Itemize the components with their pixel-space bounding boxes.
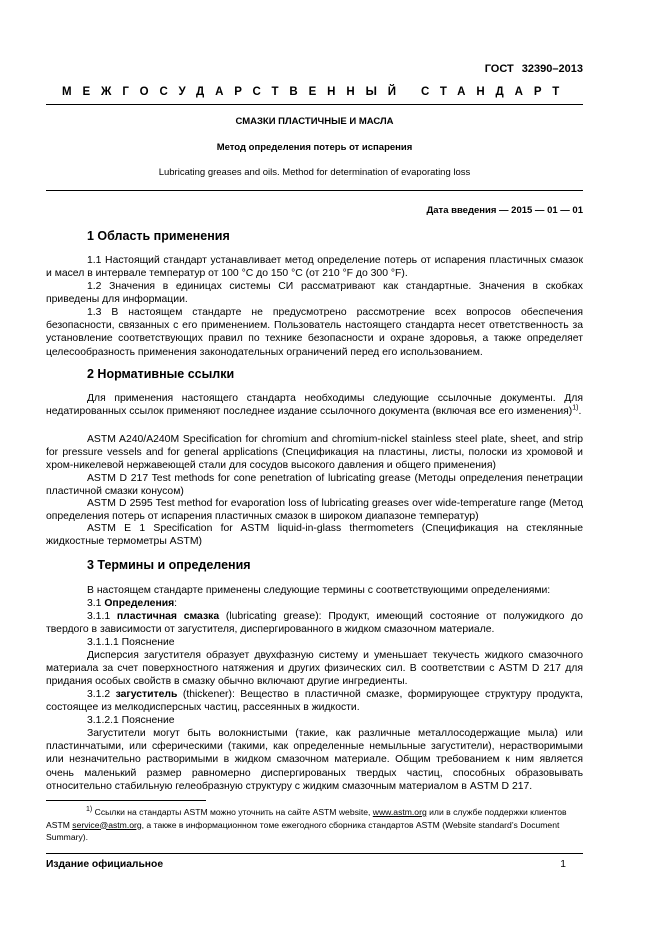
reference-astm-d217 <box>46 472 583 498</box>
reference-astm-e1 <box>46 522 583 548</box>
official-edition-label: Издание официальное <box>46 859 164 870</box>
astm-website-link[interactable]: www.astm.org <box>372 807 427 817</box>
paragraph-1-3-text: 1.3 В настоящем стандарте не предусмотрено рассмотрение всех вопросов обеспечения безопасности, связанных с его применением. Пользователь настоящего стандарта несет ответственность за установление соответствующих правил по технике безопасности и охране здоровья, а также определяет целесообразность применения законодательных ограничений перед его использованием. <box>46 307 583 358</box>
definitions-number: 3.1 <box>87 598 102 609</box>
paragraph-1-1 <box>46 254 583 280</box>
term-lubricating-grease <box>46 610 583 636</box>
section-1-heading: 1 Область применения <box>87 229 230 243</box>
note-2-label-text: 3.1.2.1 Пояснение <box>87 715 175 726</box>
footnote-marker[interactable]: 1) <box>572 404 579 412</box>
paragraph-1-3 <box>46 306 583 359</box>
interstate-standard-label: МЕЖГОСУДАРСТВЕННЫЙ СТАНДАРТ <box>62 86 571 98</box>
header-rule <box>46 104 583 105</box>
footnote-number: 1) <box>86 806 93 814</box>
paragraph-1-1-text: 1.1 Настоящий стандарт устанавливает метод определение потерь от испарения пластичных смазок и масел в интервале температур от 100 °С до 150 °С (от 210 °F до 300 °F). <box>46 255 583 280</box>
astm-service-email-link[interactable]: service@astm.org <box>72 819 142 830</box>
definitions-label: 3.1 Определения: <box>87 598 178 609</box>
terms-intro-text: В настоящем стандарте применены следующие термины с соответствующими определениями: <box>87 585 551 596</box>
note-1-text: Дисперсия загустителя образует двухфазную систему и уменьшает текучесть жидкого смазочного материала за счет поверхностного натяжения и других физических сил. В соответствии с ASTM D 217 для придания особых свойств в смазку обычно включают другие ингредиенты. <box>46 650 583 688</box>
note-1-label-text: 3.1.1.1 Пояснение <box>87 637 175 648</box>
title-rule <box>46 190 583 191</box>
term-1-number: 3.1.1 <box>87 611 111 622</box>
section-2-heading: 2 Нормативные ссылки <box>87 367 235 381</box>
note-1-label <box>46 636 583 649</box>
definitions-title: Определения <box>104 598 175 609</box>
note-2-text: Загустители могут быть волокнистыми (такие, как различные металлосодержащие мыла) или пластинчатыми, или сферическими (такими, как определенные немыльные загустители), нерастворимыми или незначительно растворимыми в жидком смазочном материале. Общим требованием к ним является очень маленький размер равномерно диспергированых твердых частиц, способных образовывать относительно стабильную гелеобразную структуру с жидким смазочным материалом в ASTM D 217. <box>46 728 583 792</box>
method-title: Метод определения потерь от испарения <box>216 142 413 153</box>
english-title: Lubricating greases and oils. Method for determination of evaporating loss <box>158 167 471 178</box>
reference-astm-d2595 <box>46 497 583 523</box>
footnote-rule <box>46 800 206 801</box>
paragraph-1-2 <box>46 280 583 306</box>
term-1-name: пластичная смазка <box>116 611 220 622</box>
normative-intro-text: Для применения настоящего стандарта необходимы следующие ссылочные документы. Для недатированных ссылок применяют последнее издание ссылочного документа (включая все его изменения) <box>46 393 583 418</box>
footnote-text-start: Ссылки на стандарты ASTM можно уточнить на сайте ASTM website, <box>94 807 371 817</box>
page-number: 1 <box>560 859 566 870</box>
reference-astm-a240-text: ASTM A240/A240M Specification for chromium and chromium-nickel stainless steel plate, sheet, and strip for pressure vessels and for general applications (Спецификация на пластины, листы, полоски из хромовой и хром-никелевой нержавеющей стали для сосудов высокого давления и общего применения) <box>46 434 583 472</box>
footnote <box>46 806 583 844</box>
footer-rule <box>46 853 583 854</box>
term-2-name: загуститель <box>115 689 178 700</box>
paragraph-1-2-text: 1.2 Значения в единицах системы СИ рассматривают как стандартные. Значения в скобках приведены для информации. <box>46 281 583 306</box>
term-2-definition: (thickener): Вещество в пластичной смазке, формирующее структуру продукта, состоящее из мелкодисперсных частиц, рассеянных в жидкости. <box>46 689 583 714</box>
term-1-definition: (lubricating grease): Продукт, имеющий состояние от полужидкого до твердого в зависимости от загустителя, диспергированного в жидком смазочном материале. <box>46 611 583 636</box>
footnote-text-end: , а также в информационном томе ежегодного сборника стандартов ASTM (Website standard’s Document Summary). <box>46 819 560 842</box>
introduction-date: Дата введения — 2015 — 01 — 01 <box>426 205 583 216</box>
reference-astm-e1-text: ASTM E 1 Specification for ASTM liquid-in-glass thermometers (Спецификация на стеклянные жидкостные термометры ASTM) <box>46 523 583 548</box>
reference-astm-d2595-text: ASTM D 2595 Test method for evaporation loss of lubricating greases over wide-temperature range (Метод определения потерь от испарения пластичных смазок в широком диапазоне температур) <box>46 498 583 523</box>
term-thickener <box>46 688 583 714</box>
note-1 <box>46 649 583 689</box>
document-title: СМАЗКИ ПЛАСТИЧНЫЕ И МАСЛА <box>235 116 394 127</box>
reference-astm-d217-text: ASTM D 217 Test methods for cone penetration of lubricating grease (Методы определения пенетрации пластичной смазки конусом) <box>46 473 583 498</box>
standard-code: ГОСТ 32390–2013 <box>484 63 583 75</box>
note-2 <box>46 727 583 793</box>
note-2-label <box>46 714 583 727</box>
reference-astm-a240 <box>46 433 583 473</box>
terms-intro <box>46 584 583 597</box>
normative-intro: Для применения настоящего стандарта необходимы следующие ссылочные документы. Для недатированных ссылок применяют последнее издание ссылочного документа (включая все его изменения)$^{1)}$. <box>46 393 583 418</box>
footnote-text-middle: или в службе поддержки клиентов ASTM <box>46 807 567 830</box>
section-3-heading: 3 Термины и определения <box>87 558 251 572</box>
term-2-number: 3.1.2 <box>87 689 111 700</box>
